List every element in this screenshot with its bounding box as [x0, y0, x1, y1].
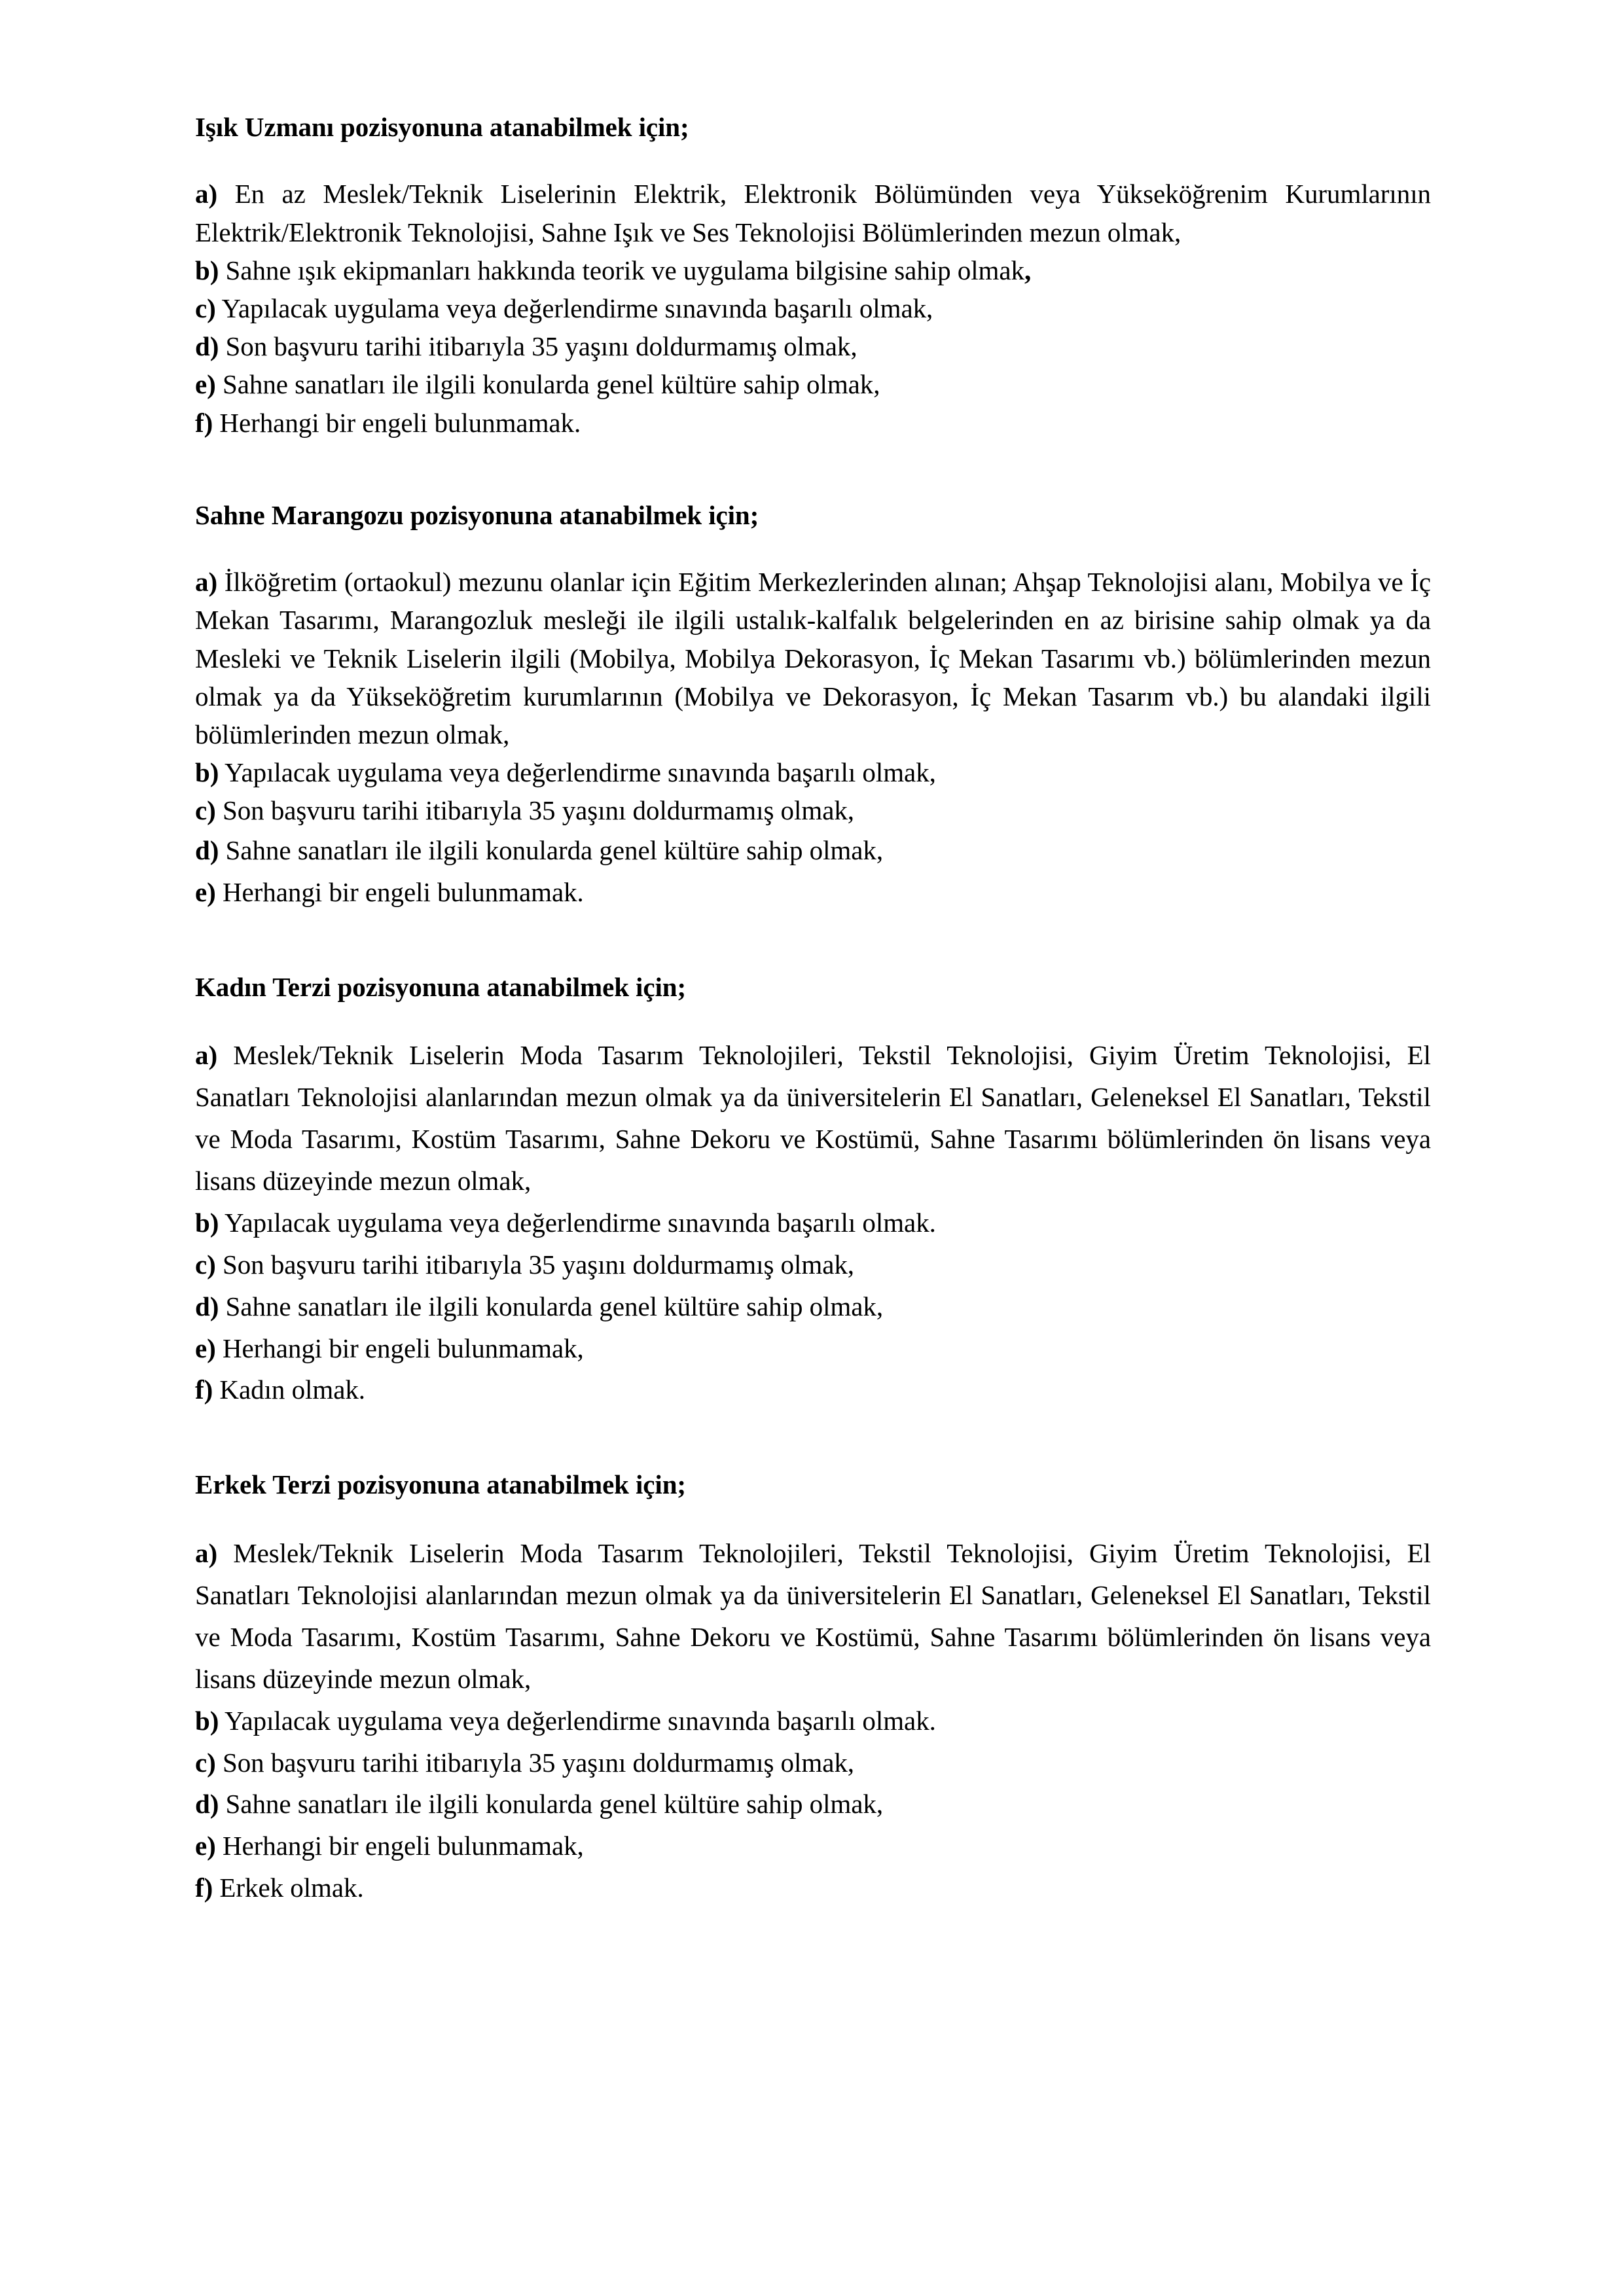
document-body	[195, 110, 1431, 1909]
list-text: Meslek/Teknik Liselerin Moda Tasarım Teknolojileri, Tekstil Teknolojisi, Giyim Üretim Teknolojisi, El Sanatları Teknolojisi alanlarından mezun olmak ya da üniversitelerin El Sanatları, Geleneksel El Sanatları, Tekstil ve Moda Tasarımı, Kostüm Tasarımı, Sahne Dekoru ve Kostümü, Sahne Tasarımı bölümlerinden ön lisans veya lisans düzeyinde mezun olmak,	[195, 1537, 1431, 1694]
list-item	[195, 791, 1431, 829]
list-marker: c)	[195, 1747, 216, 1778]
list-marker: d)	[195, 834, 219, 865]
list-marker: d)	[195, 1789, 219, 1820]
list-item	[195, 753, 1431, 791]
list-item	[195, 872, 1431, 914]
list-marker: b)	[195, 1207, 219, 1238]
list-text: Sahne ışık ekipmanları hakkında teorik ve uygulama bilgisine sahip olmak	[219, 255, 1024, 285]
list-marker: f)	[195, 407, 213, 438]
list-marker: d)	[195, 1291, 219, 1321]
section-heading: Sahne Marangozu pozisyonuna atanabilmek için;	[195, 499, 759, 530]
list-marker: d)	[195, 331, 219, 362]
list-marker: f)	[195, 1374, 213, 1405]
list-text: Herhangi bir engeli bulunmamak,	[215, 1831, 584, 1861]
list-marker: c)	[195, 1249, 216, 1280]
list-item	[195, 1244, 1431, 1286]
section-heading: Erkek Terzi pozisyonuna atanabilmek için;	[195, 1469, 686, 1500]
list-text: Yapılacak uygulama veya değerlendirme sınavında başarılı olmak.	[219, 1207, 936, 1238]
list-marker: e)	[195, 369, 216, 400]
section-lead-paragraph	[195, 1035, 1431, 1202]
list-text: Sahne sanatları ile ilgili konularda genel kültüre sahip olmak,	[215, 369, 880, 400]
list-text: Son başvuru tarihi itibarıyla 35 yaşını doldurmamış olmak,	[215, 795, 854, 826]
list-text-trailing: ,	[1024, 255, 1032, 285]
list-marker: c)	[195, 795, 216, 826]
list-marker: b)	[195, 255, 219, 285]
section-isik-uzmani	[195, 110, 1431, 442]
list-marker: b)	[195, 757, 219, 788]
section-erkek-terzi	[195, 1467, 1431, 1909]
list-text: Erkek olmak.	[213, 1873, 364, 1903]
section-lead-paragraph	[195, 175, 1431, 251]
section-spacer	[195, 1411, 1431, 1467]
list-text: Son başvuru tarihi itibarıyla 35 yaşını doldurmamış olmak,	[219, 331, 857, 362]
list-text: Herhangi bir engeli bulunmamak.	[213, 407, 581, 438]
list-text: Herhangi bir engeli bulunmamak,	[215, 1333, 584, 1363]
list-text: Sahne sanatları ile ilgili konularda genel kültüre sahip olmak,	[219, 1789, 884, 1820]
list-item	[195, 1867, 1431, 1909]
list-item	[195, 1369, 1431, 1411]
list-text: Herhangi bir engeli bulunmamak.	[215, 876, 584, 907]
list-text: Yapılacak uygulama veya değerlendirme sınavında başarılı olmak,	[219, 757, 936, 788]
section-kadin-terzi	[195, 970, 1431, 1412]
list-text: İlköğretim (ortaokul) mezunu olanlar için Eğitim Merkezlerinden alınan; Ahşap Teknolojisi alanı, Mobilya ve İç Mekan Tasarımı, Marangozluk mesleği ile ilgili ustalık-kalfalık belgelerinden en az birisine sahip olmak ya da Mesleki ve Teknik Liselerin ilgili (Mobilya, Mobilya Dekorasyon, İç Mekan Tasarımı vb.) bölümlerinden mezun olmak ya da Yükseköğretim kurumlarının (Mobilya ve Dekorasyon, İç Mekan Tasarım vb.) bu alandaki ilgili bölümlerinden mezun olmak,	[195, 567, 1431, 749]
list-marker: a)	[195, 567, 218, 598]
list-marker: b)	[195, 1705, 219, 1736]
section-items	[195, 251, 1431, 442]
list-item	[195, 1202, 1431, 1244]
list-item	[195, 1825, 1431, 1867]
list-marker: f)	[195, 1873, 213, 1903]
list-text: Sahne sanatları ile ilgili konularda genel kültüre sahip olmak,	[219, 834, 884, 865]
list-text: Yapılacak uygulama veya değerlendirme sınavında başarılı olmak.	[219, 1705, 936, 1736]
list-marker: c)	[195, 293, 216, 323]
list-item	[195, 830, 1431, 872]
list-item	[195, 327, 1431, 365]
list-text: Son başvuru tarihi itibarıyla 35 yaşını doldurmamış olmak,	[215, 1747, 854, 1778]
list-marker: a)	[195, 1039, 218, 1070]
section-sahne-marangozu	[195, 498, 1431, 914]
heading-spacer	[195, 145, 1431, 175]
section-heading: Kadın Terzi pozisyonuna atanabilmek için;	[195, 971, 686, 1002]
list-item	[195, 365, 1431, 403]
list-marker: a)	[195, 1537, 218, 1568]
list-item	[195, 404, 1431, 442]
section-items	[195, 1700, 1431, 1910]
list-item	[195, 1700, 1431, 1742]
list-text: Son başvuru tarihi itibarıyla 35 yaşını doldurmamış olmak,	[215, 1249, 854, 1280]
section-items	[195, 1202, 1431, 1412]
list-text: Sahne sanatları ile ilgili konularda genel kültüre sahip olmak,	[219, 1291, 884, 1321]
section-lead-paragraph	[195, 563, 1431, 753]
list-text: En az Meslek/Teknik Liselerinin Elektrik, Elektronik Bölümünden veya Yükseköğrenim Kurumlarının Elektrik/Elektronik Teknolojisi, Sahne Işık ve Ses Teknolojisi Bölümlerinden mezun olmak,	[195, 179, 1431, 247]
list-item	[195, 1328, 1431, 1370]
section-lead-paragraph	[195, 1533, 1431, 1700]
list-item	[195, 1784, 1431, 1825]
list-marker: e)	[195, 1333, 216, 1363]
list-marker: a)	[195, 179, 218, 209]
list-item	[195, 251, 1431, 289]
list-item	[195, 289, 1431, 327]
list-marker: e)	[195, 1831, 216, 1861]
section-heading: Işık Uzmanı pozisyonuna atanabilmek için;	[195, 112, 689, 142]
heading-spacer	[195, 533, 1431, 563]
heading-spacer	[195, 1005, 1431, 1035]
list-marker: e)	[195, 876, 216, 907]
list-text: Meslek/Teknik Liselerin Moda Tasarım Teknolojileri, Tekstil Teknolojisi, Giyim Üretim Teknolojisi, El Sanatları Teknolojisi alanlarından mezun olmak ya da üniversitelerin El Sanatları, Geleneksel El Sanatları, Tekstil ve Moda Tasarımı, Kostüm Tasarımı, Sahne Dekoru ve Kostümü, Sahne Tasarımı bölümlerinden ön lisans veya lisans düzeyinde mezun olmak,	[195, 1039, 1431, 1196]
section-spacer	[195, 914, 1431, 970]
section-spacer	[195, 442, 1431, 498]
list-text: Yapılacak uygulama veya değerlendirme sınavında başarılı olmak,	[215, 293, 933, 323]
list-text: Kadın olmak.	[213, 1374, 365, 1405]
list-item	[195, 1286, 1431, 1328]
heading-spacer	[195, 1503, 1431, 1533]
section-items	[195, 753, 1431, 913]
list-item	[195, 1742, 1431, 1784]
